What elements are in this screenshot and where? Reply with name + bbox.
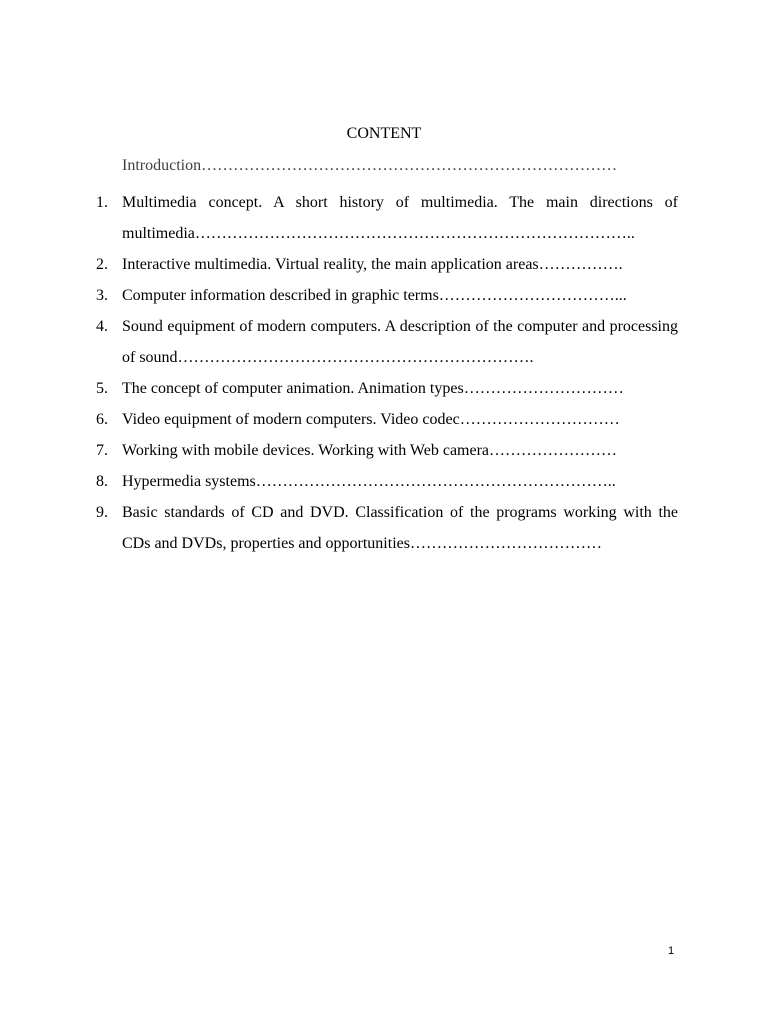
toc-item-number: 5.	[96, 380, 108, 397]
toc-item-text: Hypermedia systems…………………………………………………………..	[122, 473, 616, 490]
toc-item-number: 4.	[96, 318, 108, 335]
toc-introduction: Introduction……………………………………………………………………	[122, 157, 618, 174]
toc-item-text: Multimedia concept. A short history of multimedia. The main directions of multimedia………………………………………………………………………..	[122, 194, 678, 242]
toc-item-text: Basic standards of CD and DVD. Classification of the programs working with the CDs and DVDs, properties and opportunities………………………………	[122, 504, 678, 552]
page-number: 1	[668, 945, 675, 957]
toc-item-number: 6.	[96, 411, 108, 428]
toc-item-text: Sound equipment of modern computers. A description of the computer and processing of sound………………………………………………………….	[122, 318, 678, 366]
toc-item-number: 7.	[96, 442, 108, 459]
table-of-contents	[96, 187, 678, 559]
page-title: CONTENT	[346, 125, 422, 142]
toc-item	[96, 497, 678, 559]
toc-item-text: Working with mobile devices. Working with Web camera……………………	[122, 442, 618, 459]
toc-item	[96, 404, 678, 435]
toc-item-number: 3.	[96, 287, 108, 304]
toc-item	[96, 187, 678, 249]
toc-item-number: 9.	[96, 504, 108, 521]
toc-item-text: Computer information described in graphic terms……………………………...	[122, 287, 627, 304]
toc-item	[96, 466, 678, 497]
toc-item	[96, 373, 678, 404]
toc-item	[96, 249, 678, 280]
toc-item-text: Video equipment of modern computers. Video codec…………………………	[122, 411, 620, 428]
toc-item-number: 8.	[96, 473, 108, 490]
toc-item-text: The concept of computer animation. Animation types…………………………	[122, 380, 624, 397]
toc-item	[96, 311, 678, 373]
toc-item-text: Interactive multimedia. Virtual reality, the main application areas…………….	[122, 256, 623, 273]
toc-item-number: 2.	[96, 256, 108, 273]
toc-item	[96, 435, 678, 466]
toc-item	[96, 280, 678, 311]
toc-item-number: 1.	[96, 194, 108, 211]
